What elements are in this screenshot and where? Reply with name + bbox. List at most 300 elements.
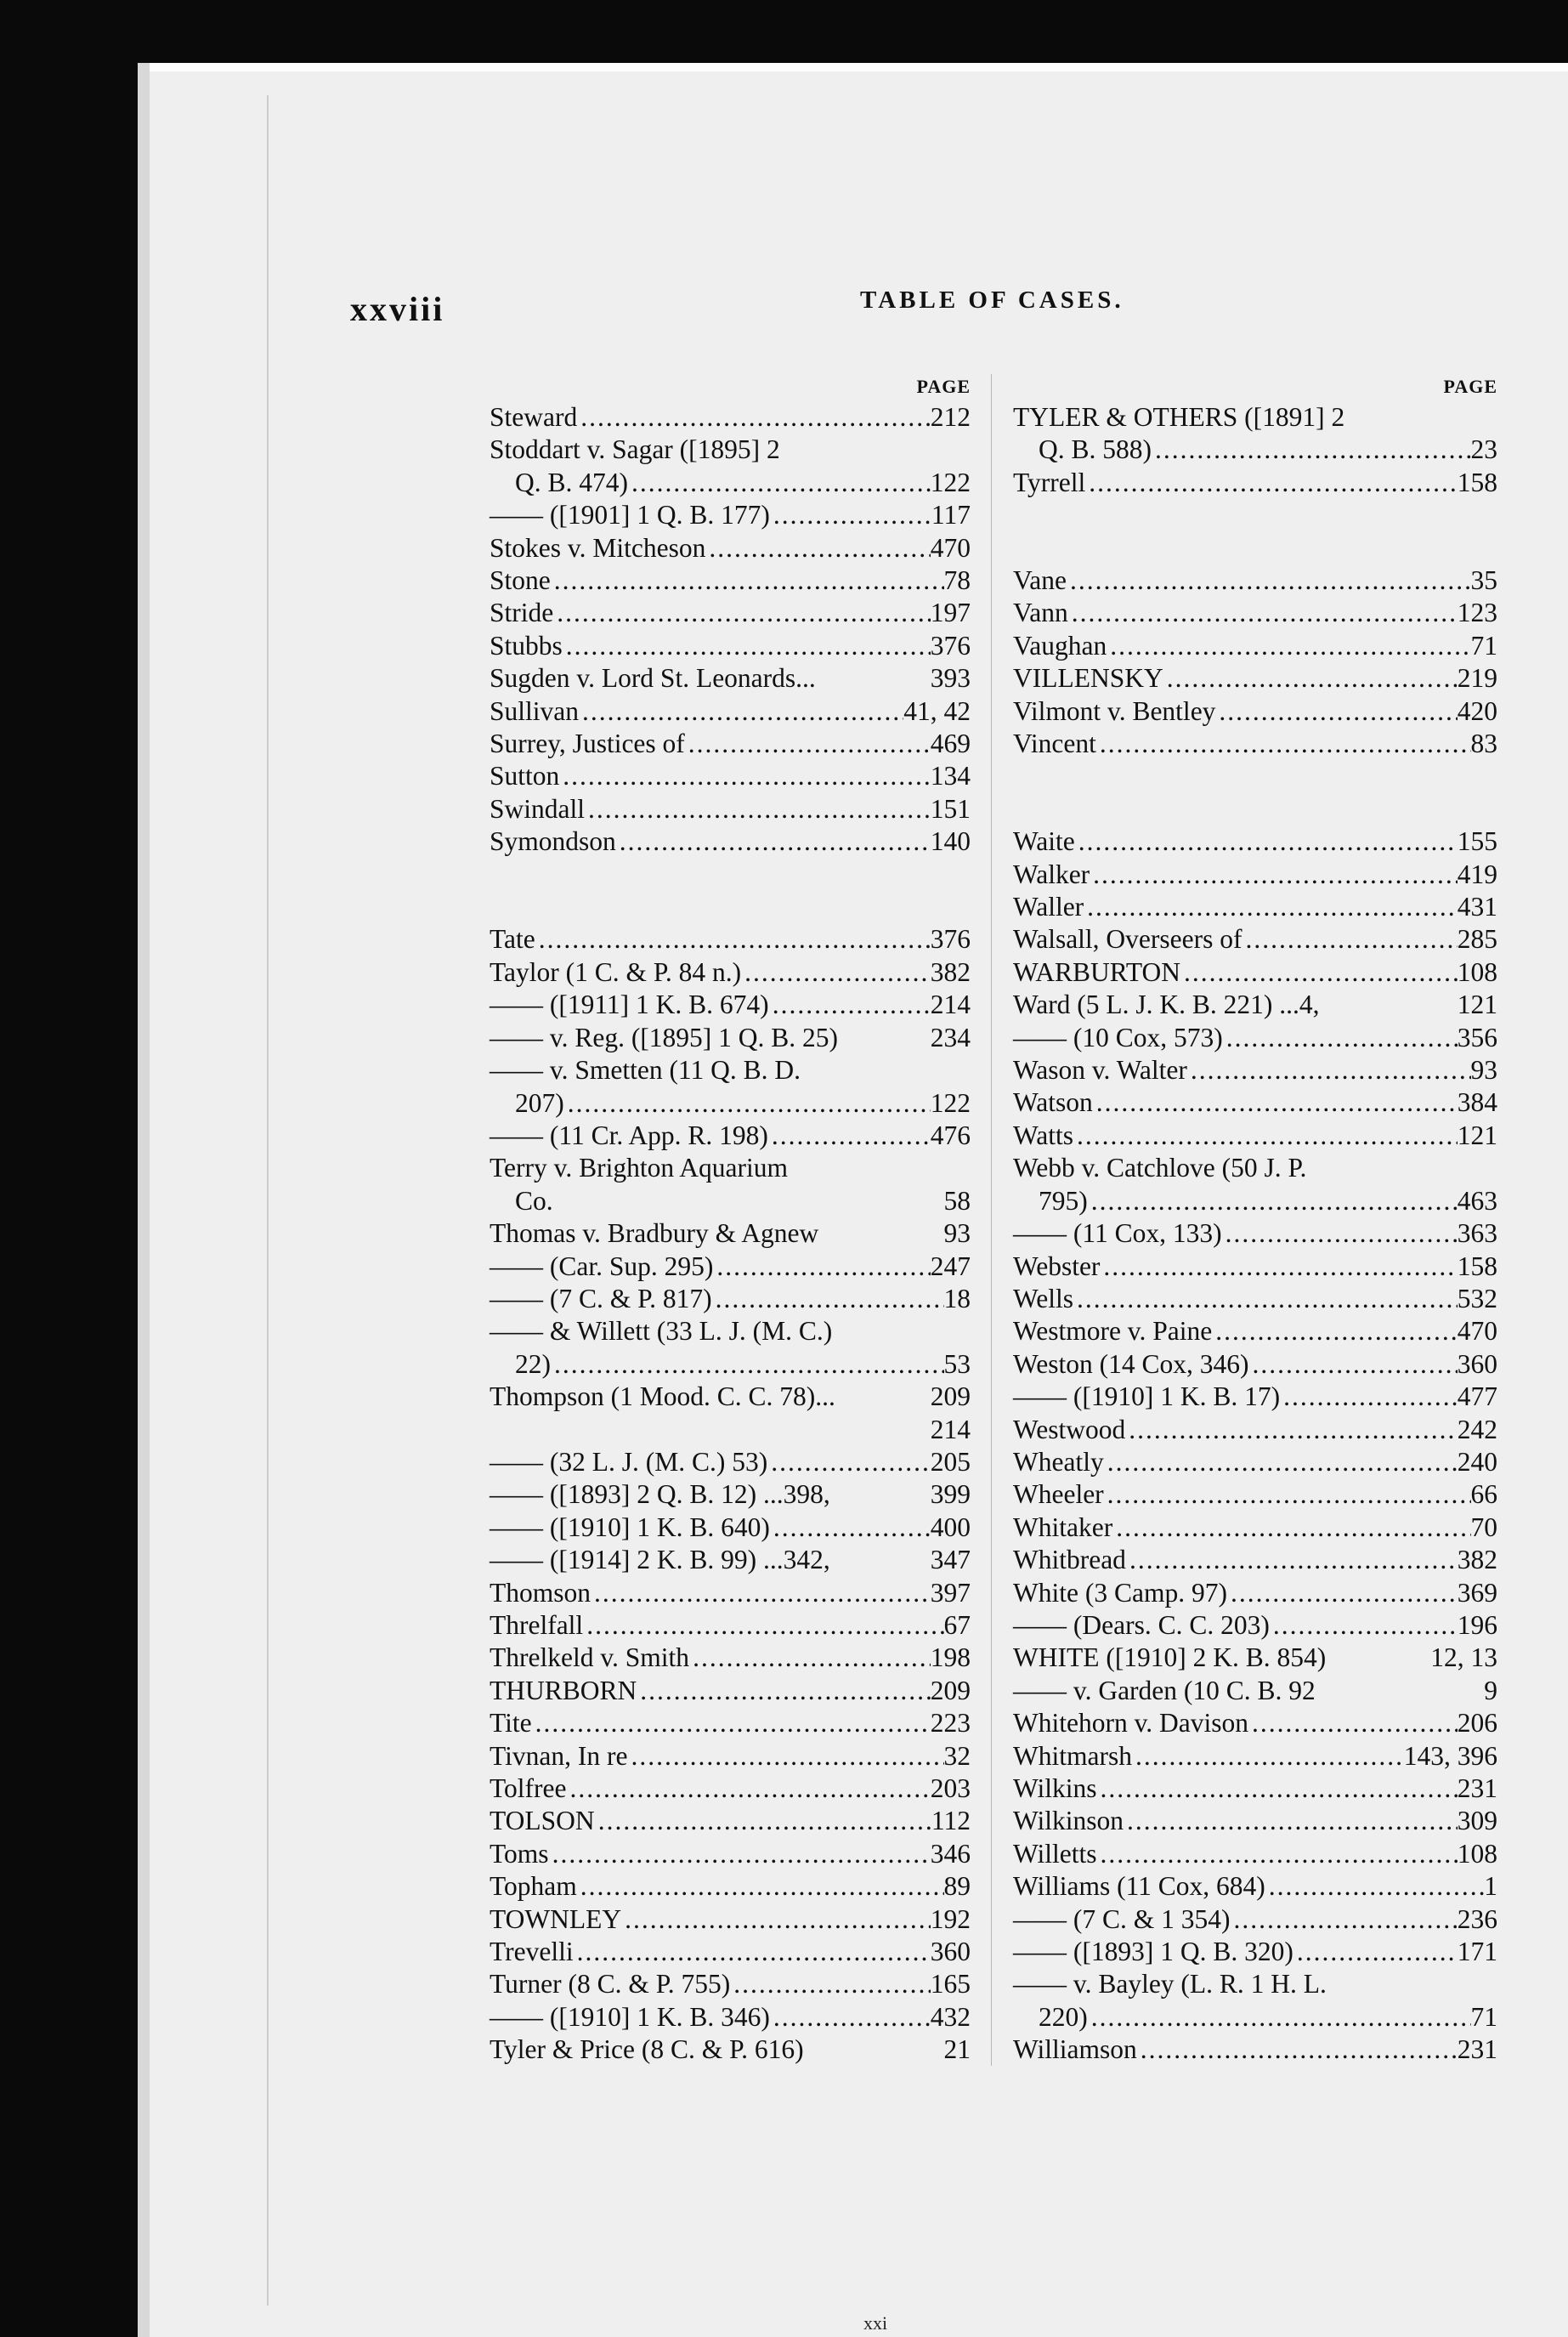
page-number: 197 [930,598,971,628]
case-name: —— v. Reg. ([1895] 1 Q. B. 25) [490,1022,839,1052]
page-number: 140 [930,826,971,857]
leader-dots [689,1642,931,1674]
page-number: 376 [930,630,971,661]
page-number: 122 [930,467,971,497]
case-name: Tolfree [490,1773,567,1804]
page-number: 470 [930,532,971,563]
leader-dots [1096,1773,1457,1805]
case-name: Vaughan [1013,630,1107,661]
case-entry [1013,1217,1497,1250]
leader-dots [616,825,931,858]
page-number: 206 [1457,1708,1497,1739]
page-number: 360 [930,1937,971,1967]
case-name: —— v. Garden (10 C. B. 92 [1013,1675,1316,1705]
page-number: 143, 396 [1403,1740,1497,1771]
case-entry [1013,401,1497,434]
case-name: Threlkeld v. Smith [490,1642,690,1673]
page-number: 369 [1457,1577,1497,1608]
case-name: 795) [1039,1185,1088,1216]
page-number: 212 [930,402,971,432]
case-name: Wheatly [1013,1446,1104,1477]
case-entry [490,989,971,1021]
case-name: 207) [515,1087,564,1118]
case-entry [1013,923,1497,956]
case-entry [490,630,971,662]
case-name: Wilkinson [1013,1806,1124,1836]
page-number: 360 [1457,1348,1497,1379]
case-name: Waite [1013,826,1075,857]
case-entry [1013,662,1497,695]
case-entry [490,1381,971,1413]
case-entry [1013,1185,1497,1217]
section-gap [1013,760,1497,792]
section-gap [490,891,971,923]
page-number: 363 [1457,1218,1497,1249]
case-name: Vann [1013,598,1068,628]
case-name: WARBURTON [1013,956,1181,987]
case-name: TOWNLEY [490,1903,622,1934]
case-name: —— (11 Cox, 133) [1013,1218,1222,1249]
leader-dots [1212,1315,1458,1347]
leader-dots [768,1120,931,1152]
case-name: Swindall [490,793,586,824]
case-name: Stubbs [490,630,563,661]
leader-dots [583,1609,943,1642]
leader-dots [553,597,931,629]
case-entry [490,1283,971,1315]
case-name: Wason v. Walter [1013,1055,1187,1086]
page-number: 122 [930,1087,971,1118]
page-number: 23 [1470,434,1497,465]
case-name: —— (7 C. & 1 354) [1013,1903,1231,1934]
case-entry [1013,891,1497,923]
page-number: 18 [943,1283,971,1313]
page-number: 382 [930,956,971,987]
case-name: —— ([1893] 2 Q. B. 12) ...398, [490,1479,830,1510]
page-number: 223 [930,1708,971,1739]
leader-dots [1270,1609,1458,1642]
case-name: Surrey, Justices of [490,729,685,759]
page-number: 470 [1457,1316,1497,1347]
case-entry [490,1609,971,1642]
page-number: 155 [1457,826,1497,857]
case-name: —— ([1910] 1 K. B. 17) [1013,1381,1281,1412]
case-entry [1013,1707,1497,1739]
case-entry [1013,1968,1497,2000]
leader-dots [1084,891,1458,923]
page-number: 123 [1457,598,1497,628]
case-entry [490,825,971,858]
leader-dots [1096,728,1471,760]
leader-dots [549,1838,931,1870]
leader-dots [1104,1478,1471,1511]
case-name: Symondson [490,826,616,857]
leader-dots [585,793,931,825]
case-entry [490,1022,971,1054]
case-entry [1013,1512,1497,1544]
case-entry [490,956,971,989]
case-entry [490,467,971,499]
leader-dots [770,499,931,531]
page-number: 58 [943,1185,971,1216]
page-number: 397 [930,1577,971,1608]
page-number: 121 [1457,990,1497,1020]
case-name: Taylor (1 C. & P. 84 n.) [490,956,742,987]
case-entry [490,1903,971,1936]
case-name: Whitaker [1013,1512,1113,1542]
case-entry [490,1152,971,1184]
case-name: Stride [490,598,554,628]
leader-dots [1125,1414,1458,1446]
case-name: Trevelli [490,1937,574,1967]
leader-dots [713,1251,930,1283]
running-head: TABLE OF CASES. [860,286,1124,314]
case-entry [1013,2001,1497,2034]
page-number: 309 [1457,1806,1497,1836]
case-entry [1013,1740,1497,1773]
case-name: Whitbread [1013,1545,1126,1575]
case-name: —— ([1910] 1 K. B. 346) [490,2001,770,2032]
case-entry [1013,1773,1497,1805]
case-entry [490,1251,971,1283]
page-number: 67 [943,1610,971,1640]
page-number: 231 [1457,2034,1497,2065]
case-entry [490,2034,971,2066]
case-entry [1013,1152,1497,1184]
case-entry [1013,1936,1497,1968]
leader-dots [1265,1870,1484,1903]
case-name: Walsall, Overseers of [1013,924,1243,955]
case-entry [1013,1086,1497,1119]
case-name: —— (10 Cox, 573) [1013,1022,1223,1052]
case-entry [1013,1544,1497,1576]
leader-dots [535,923,931,956]
case-name: Q. B. 474) [515,467,628,497]
page-number: 234 [930,1022,971,1052]
page-number: 41, 42 [903,695,971,726]
page-number: 205 [930,1446,971,1477]
case-name: Co. [515,1185,553,1216]
case-entry [1013,1675,1497,1707]
case-entry [490,1675,971,1707]
case-name: 22) [515,1348,551,1379]
page-number: 66 [1470,1479,1497,1510]
page-number: 108 [1457,956,1497,987]
case-name: Weston (14 Cox, 346) [1013,1348,1249,1379]
page-number: 219 [1457,663,1497,694]
case-entry [490,1936,971,1968]
case-entry [490,1870,971,1903]
leader-dots [1100,1251,1457,1283]
section-gap [1013,499,1497,531]
case-name: Threlfall [490,1610,584,1640]
leader-dots [1222,1217,1458,1250]
case-entry [490,1315,971,1347]
case-entry [1013,859,1497,891]
page-number: 384 [1457,1087,1497,1118]
page-number: 198 [930,1642,971,1673]
leader-dots [1248,1348,1457,1381]
page-number: 209 [930,1675,971,1705]
page-number: 1 [1484,1871,1497,1902]
case-name: Stokes v. Mitcheson [490,532,706,563]
case-entry [490,1544,971,1576]
leader-dots [705,532,930,564]
page-number: 121 [1457,1120,1497,1150]
case-entry [490,532,971,564]
case-name: —— ([1910] 1 K. B. 640) [490,1512,770,1542]
case-name: Sutton [490,761,560,791]
page-number: 419 [1457,859,1497,889]
case-name: Wells [1013,1283,1073,1313]
case-entry [490,793,971,825]
leader-dots [1093,1086,1458,1119]
leader-dots [1187,1054,1471,1086]
case-name: Whitmarsh [1013,1740,1132,1771]
page-number: 240 [1457,1446,1497,1477]
page-number: 477 [1457,1381,1497,1412]
case-name: Waller [1013,892,1084,922]
case-name: 220) [1039,2001,1088,2032]
case-name: Willetts [1013,1838,1097,1869]
case-entry [1013,728,1497,760]
section-gap [1013,532,1497,564]
column-divider [991,374,992,2066]
leader-dots [769,989,931,1021]
case-entry [490,1707,971,1739]
page-number: 35 [1470,565,1497,595]
case-entry [490,760,971,792]
case-entry [1013,1805,1497,1837]
case-entry [1013,564,1497,597]
leader-dots [1215,695,1457,728]
page-number: 399 [930,1479,971,1510]
case-entry [1013,1120,1497,1152]
case-name: Terry v. Brighton Aquarium [490,1153,788,1183]
case-name: —— ([1914] 2 K. B. 99) ...342, [490,1545,830,1575]
case-name: Wheeler [1013,1479,1104,1510]
case-entry [1013,1315,1497,1347]
case-entry [1013,1414,1497,1446]
leader-dots [1085,467,1457,499]
leader-dots [1227,1577,1458,1609]
leader-dots [1107,630,1470,662]
leader-dots [741,956,931,989]
case-entry [1013,989,1497,1021]
leader-dots [770,2001,931,2034]
case-name: White (3 Camp. 97) [1013,1577,1227,1608]
page-number: 376 [930,924,971,955]
case-name: Watson [1013,1087,1093,1118]
page-number: 108 [1457,1838,1497,1869]
case-entry [1013,1478,1497,1511]
page-number: 112 [931,1806,971,1836]
page-number: 476 [930,1120,971,1150]
case-name: Thomson [490,1577,592,1608]
leader-dots [767,1446,931,1478]
case-entry [1013,597,1497,629]
leader-dots [567,1773,931,1805]
case-name: —— v. Bayley (L. R. 1 H. L. [1013,1969,1327,1999]
case-entry [1013,1348,1497,1381]
case-name: Tite [490,1708,532,1739]
case-name: Stone [490,565,551,596]
case-entry [1013,1577,1497,1609]
left-column [490,372,971,2067]
page-number: 71 [1470,630,1497,661]
case-entry [1013,695,1497,728]
leader-dots [1163,662,1458,695]
leader-dots [1137,2034,1458,2066]
page-number: 53 [943,1348,971,1379]
case-name: TOLSON [490,1806,595,1836]
leader-dots [1132,1740,1404,1773]
page-number: 347 [930,1545,971,1575]
case-entry [1013,1381,1497,1413]
leader-dots [621,1903,931,1936]
leader-dots [577,401,931,434]
case-entry [490,564,971,597]
page-number: 93 [943,1218,971,1249]
case-name: TYLER & OTHERS ([1891] 2 [1013,402,1345,432]
case-name: Tyler & Price (8 C. & P. 616) [490,2034,804,2065]
case-entry [490,1577,971,1609]
leader-dots [637,1675,930,1707]
leader-dots [1088,2001,1471,2034]
case-entry [490,2001,971,2034]
page-number: 192 [930,1903,971,1934]
case-entry [1013,1903,1497,1936]
page-number: 165 [930,1969,971,1999]
case-entry [490,1054,971,1086]
page-number: 9 [1484,1675,1497,1705]
page-number: 158 [1457,1251,1497,1281]
page-number: 393 [930,663,971,694]
leader-dots [685,728,931,760]
case-name: Tate [490,924,535,955]
case-entry [490,1740,971,1773]
case-name: Topham [490,1871,577,1902]
page-number: 71 [1470,2001,1497,2032]
page-number: 70 [1470,1512,1497,1542]
case-entry [490,662,971,695]
case-entry [490,401,971,434]
case-name: —— (11 Cr. App. R. 198) [490,1120,768,1150]
case-entry [1013,2034,1497,2066]
page-number: 469 [930,729,971,759]
page-number: 431 [1457,892,1497,922]
case-name: Turner (8 C. & P. 755) [490,1969,731,1999]
page-number: 209 [930,1381,971,1412]
leader-dots [1073,1120,1458,1152]
leader-dots [577,1870,944,1903]
page-number: 236 [1457,1903,1497,1934]
page-number: 285 [1457,924,1497,955]
case-name: Steward [490,402,578,432]
case-name: Tyrrell [1013,467,1086,497]
case-entry [490,1968,971,2000]
case-entry [490,1120,971,1152]
leader-dots [712,1283,944,1315]
leader-dots [1067,564,1471,597]
case-name: Williamson [1013,2034,1137,2065]
case-name: Westmore v. Paine [1013,1316,1213,1347]
page-number: 247 [930,1251,971,1281]
case-name: Williams (11 Cox, 684) [1013,1871,1265,1902]
page-column-header: PAGE [1443,376,1497,397]
page-number: 356 [1457,1022,1497,1052]
page-number: 382 [1457,1545,1497,1575]
leader-dots [730,1968,931,2000]
leader-dots [551,1348,944,1381]
case-name: —— & Willett (33 L. J. (M. C.) [490,1316,833,1347]
page-number: 400 [930,1512,971,1542]
page-number: 242 [1457,1414,1497,1444]
leader-dots [1231,1903,1458,1936]
case-name: —— ([1893] 1 Q. B. 320) [1013,1937,1293,1967]
case-entry [1013,434,1497,466]
case-entry [490,1446,971,1478]
page-number: 12, 13 [1430,1642,1497,1673]
case-name: —— v. Smetten (11 Q. B. D. [490,1055,801,1086]
case-name: Vilmont v. Bentley [1013,695,1216,726]
leader-dots [1152,434,1471,466]
folio-number: xxviii [350,290,445,328]
case-entry [1013,630,1497,662]
case-name: Toms [490,1838,549,1869]
page-number: 203 [930,1773,971,1804]
leader-dots [1180,956,1458,989]
case-entry [1013,1446,1497,1478]
page-number: 196 [1457,1609,1497,1640]
page-number: 134 [930,761,971,791]
case-entry [1013,1022,1497,1054]
case-name: Thompson (1 Mood. C. C. 78)... [490,1381,835,1412]
case-name: Ward (5 L. J. K. B. 221) ...4, [1013,990,1320,1020]
leader-dots [1073,1283,1458,1315]
case-name: Walker [1013,859,1090,889]
case-name: VILLENSKY [1013,663,1163,694]
leader-dots [1088,1185,1458,1217]
case-entry [1013,956,1497,989]
leader-dots [1096,1838,1457,1870]
leader-dots [1293,1936,1458,1968]
case-entry [1013,1283,1497,1315]
leader-dots [574,1936,931,1968]
leader-dots [1075,825,1458,858]
case-name: —— (7 C. & P. 817) [490,1283,712,1313]
case-name: Q. B. 588) [1039,434,1152,465]
page-top-edge [150,63,1568,71]
case-name: Sullivan [490,695,580,726]
case-entry [1013,1838,1497,1870]
page-number: 532 [1457,1283,1497,1313]
leader-dots [551,564,944,597]
section-gap [490,859,971,891]
leader-dots [595,1805,931,1837]
case-entry [490,499,971,531]
case-name: Vincent [1013,729,1096,759]
leader-dots [770,1512,931,1544]
page-number: 420 [1457,695,1497,726]
page-number: 78 [943,565,971,596]
case-name: Webster [1013,1251,1101,1281]
page-number: 231 [1457,1773,1497,1803]
case-name: Tivnan, In re [490,1740,628,1771]
page-number: 463 [1457,1185,1497,1216]
leader-dots [1068,597,1458,629]
case-entry [490,1642,971,1674]
